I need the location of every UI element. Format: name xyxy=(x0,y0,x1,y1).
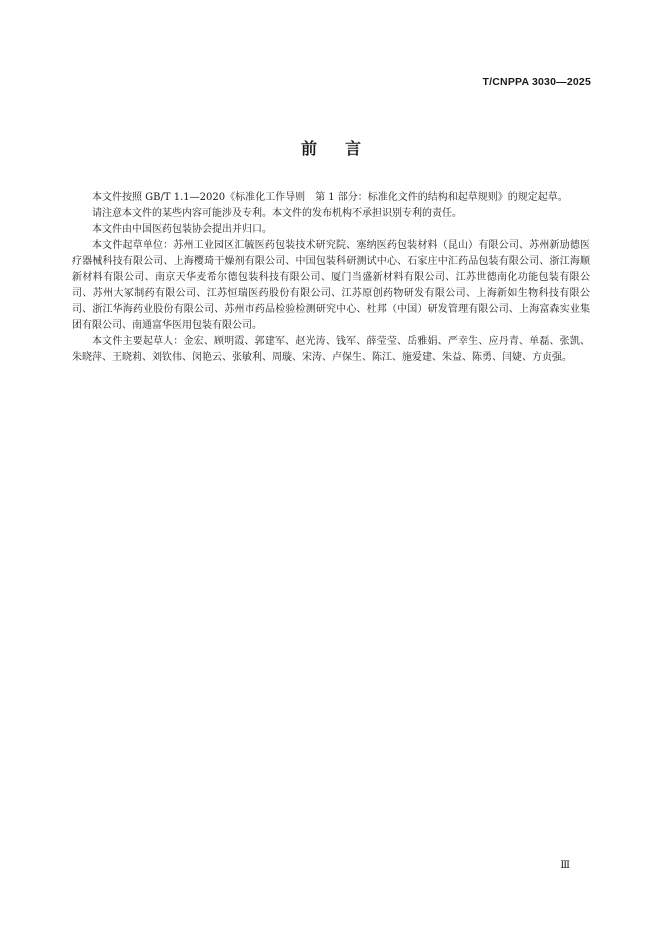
paragraph-drafting-rules: 本文件按照 GB/T 1.1—2020《标准化工作导则 第 1 部分：标准化文件的结构和起草规则》的规定起草。 xyxy=(92,192,568,203)
paragraph-drafting-units: 本文件起草单位：苏州工业园区汇毓医药包装技术研究院、塞纳医药包装材料（昆山）有限公司、苏州新劢德医疗器械科技有限公司、上海樱琦干燥剂有限公司、中国包装科研测试中心、石家庄中汇药品包装有限公司、浙江海顺新材料有限公司、南京天华麦希尔德包装科技有限公司、厦门当盛新材料有限公司、江苏世德南化功能包装有限公司、苏州大冢制药有限公司、江苏恒瑞医药股份有限公司、江苏原创药物研发有限公司、上海新如生物科技有限公司、浙江华海药业股份有限公司、苏州市药品检验检测研究中心、杜邦（中国）研发管理有限公司、上海富森实业集团有限公司、南通富华医用包装有限公司。 xyxy=(72,240,590,331)
paragraph-proposer: 本文件由中国医药包装协会提出并归口。 xyxy=(92,224,272,235)
paragraph-drafters: 本文件主要起草人：金宏、顾明霞、郭建军、赵光涛、钱军、薛莹莹、岳雅娟、严幸生、应丹青、单磊、张凯、朱晓萍、王晓莉、刘钦伟、闵艳云、张敏利、周璇、宋涛、卢保生、陈江、施爱建、朱益、陈勇、闫婕、方贞强。 xyxy=(72,336,590,363)
page-number: Ⅲ xyxy=(560,860,570,871)
document-code: T/CNPPA 3030—2025 xyxy=(482,76,591,88)
paragraph-patent-notice: 请注意本文件的某些内容可能涉及专利。本文件的发布机构不承担识别专利的责任。 xyxy=(92,208,462,219)
foreword-heading: 前言 xyxy=(300,139,389,158)
foreword-body xyxy=(72,190,590,366)
